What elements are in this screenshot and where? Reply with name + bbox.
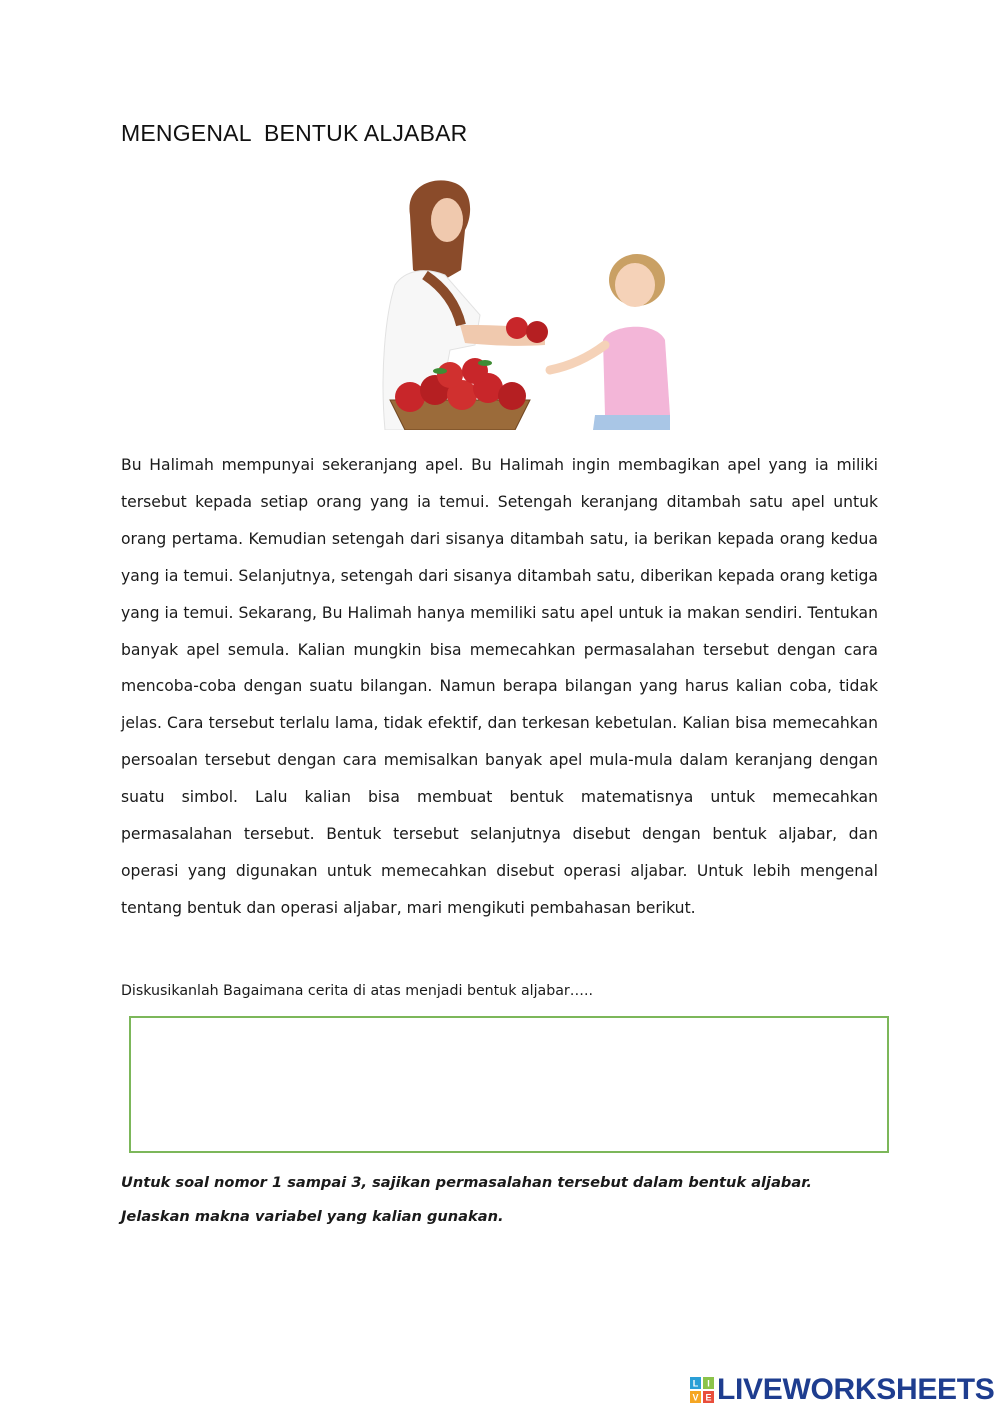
girl-figure	[550, 254, 670, 430]
logo-letter-v: V	[692, 1392, 699, 1403]
instruction-text: Untuk soal nomor 1 sampai 3, sajikan permasalahan tersebut dalam bentuk aljabar. Jelaskan makna variabel yang kalian gunakan.	[121, 1174, 812, 1225]
logo-letter-i: I	[707, 1378, 710, 1389]
liveworksheets-logo-icon	[690, 1377, 714, 1403]
answer-input-box[interactable]	[129, 1016, 889, 1153]
brand-name: LIVEWORKSHEETS	[717, 1373, 995, 1406]
discussion-prompt: Diskusikanlah Bagaimana cerita di atas menjadi bentuk aljabar…..	[121, 983, 593, 999]
page-title: MENGENAL BENTUK ALJABAR	[121, 120, 468, 146]
logo-letter-l: L	[692, 1378, 699, 1389]
logo-letter-e: E	[705, 1392, 712, 1403]
story-paragraph: Bu Halimah mempunyai sekeranjang apel. Bu Halimah ingin membagikan apel yang ia miliki tersebut kepada setiap orang yang ia temui. Setengah keranjang ditambah satu apel untuk orang pertama. Kemudian setengah dari sisanya ditambah satu, ia berikan kepada orang kedua yang ia temui. Selanjutnya, setengah dari sisanya ditambah satu, diberikan kepada orang ketiga yang ia temui. Sekarang, Bu Halimah hanya memiliki satu apel untuk ia makan sendiri. Tentukan banyak apel semula. Kalian mungkin bisa memecahkan permasalahan tersebut dengan cara mencoba-coba dengan suatu bilangan. Namun berapa bilangan yang harus kalian coba, tidak jelas. Cara tersebut terlalu lama, tidak efektif, dan terkesan kebetulan. Kalian bisa memecahkan persoalan tersebut dengan cara memisalkan banyak apel mula-mula dalam keranjang dengan suatu simbol. Lalu kalian bisa membuat bentuk matematisnya untuk memecahkan permasalahan tersebut. Bentuk tersebut selanjutnya disebut dengan bentuk aljabar, dan operasi yang digunakan untuk memecahkan disebut operasi aljabar. Untuk lebih mengenal tentang bentuk dan operasi aljabar, mari mengikuti pembahasan berikut.	[121, 456, 878, 917]
liveworksheets-brand	[690, 1372, 995, 1408]
mother-giving-apples-illustration	[365, 175, 685, 430]
